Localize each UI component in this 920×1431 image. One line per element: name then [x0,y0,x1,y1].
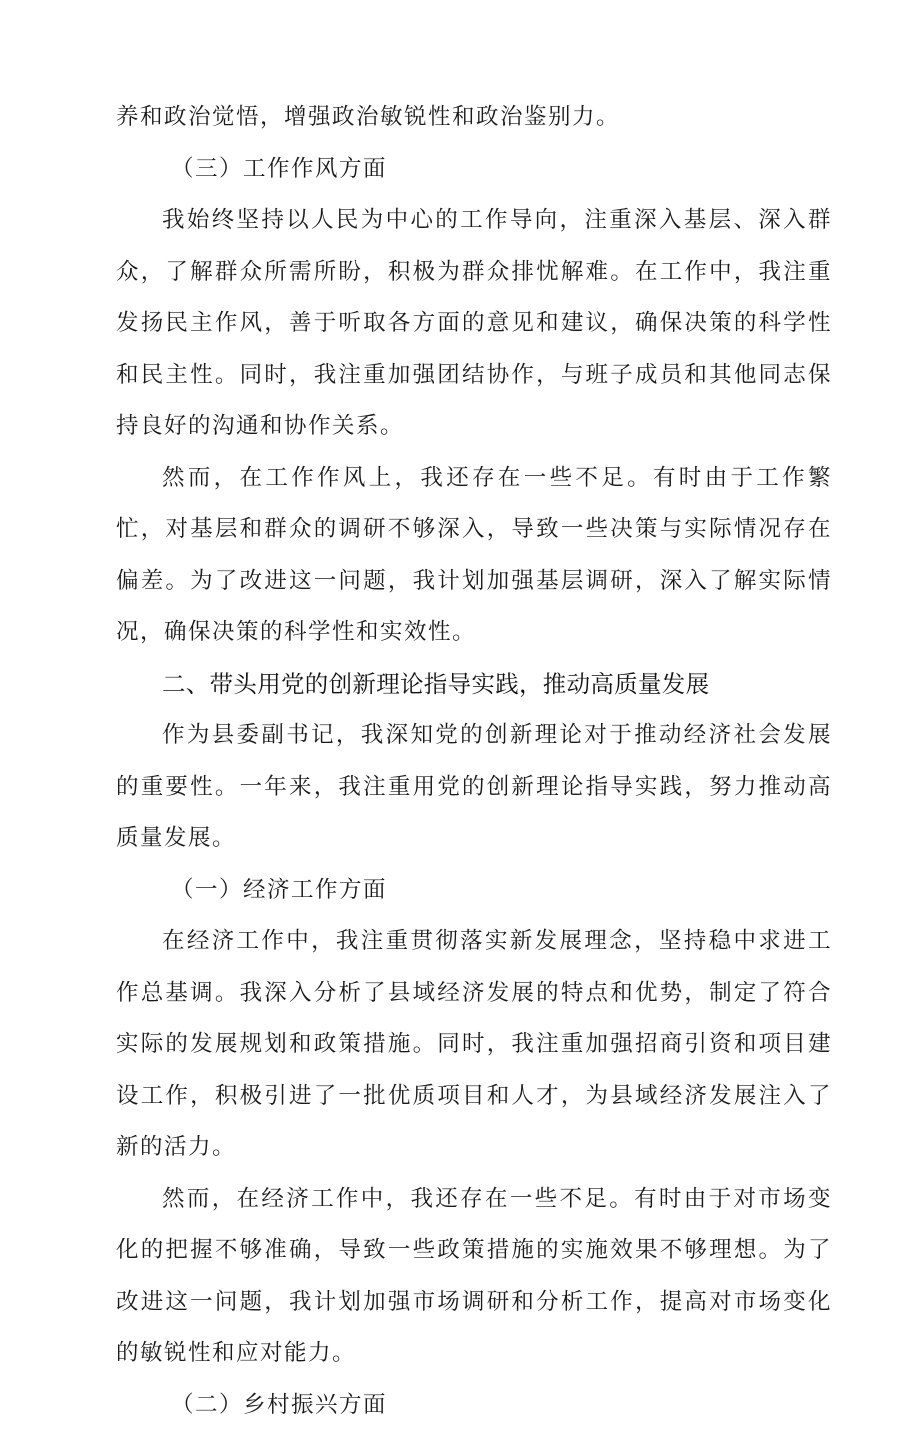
subheading-work-style: （三）工作作风方面 [116,144,832,196]
paragraph-work-style-2: 然而，在工作作风上，我还存在一些不足。有时由于工作繁忙，对基层和群众的调研不够深入，导致一些决策与实际情况存在偏差。为了改进这一问题，我计划加强基层调研，深入了解实际情况，确保决策的科学性和实效性。 [116,453,832,659]
paragraph-economic-work-1: 在经济工作中，我注重贯彻落实新发展理念，坚持稳中求进工作总基调。我深入分析了县域经济发展的特点和优势，制定了符合实际的发展规划和政策措施。同时，我注重加强招商引资和项目建设工作，积极引进了一批优质项目和人才，为县域经济发展注入了新的活力。 [116,916,832,1174]
paragraph-section-2-intro: 作为县委副书记，我深知党的创新理论对于推动经济社会发展的重要性。一年来，我注重用党的创新理论指导实践，努力推动高质量发展。 [116,710,832,865]
subheading-rural-revitalization: （二）乡村振兴方面 [116,1380,832,1431]
section-heading-2: 二、带头用党的创新理论指导实践，推动高质量发展 [116,659,832,711]
document-body [116,92,832,1431]
paragraph-continuation: 养和政治觉悟，增强政治敏锐性和政治鉴别力。 [116,92,832,144]
paragraph-economic-work-2: 然而，在经济工作中，我还存在一些不足。有时由于对市场变化的把握不够准确，导致一些政策措施的实施效果不够理想。为了改进这一问题，我计划加强市场调研和分析工作，提高对市场变化的敏锐性和应对能力。 [116,1174,832,1380]
paragraph-work-style-1: 我始终坚持以人民为中心的工作导向，注重深入基层、深入群众，了解群众所需所盼，积极为群众排忧解难。在工作中，我注重发扬民主作风，善于听取各方面的意见和建议，确保决策的科学性和民主性。同时，我注重加强团结协作，与班子成员和其他同志保持良好的沟通和协作关系。 [116,195,832,453]
subheading-economic-work: （一）经济工作方面 [116,865,832,917]
